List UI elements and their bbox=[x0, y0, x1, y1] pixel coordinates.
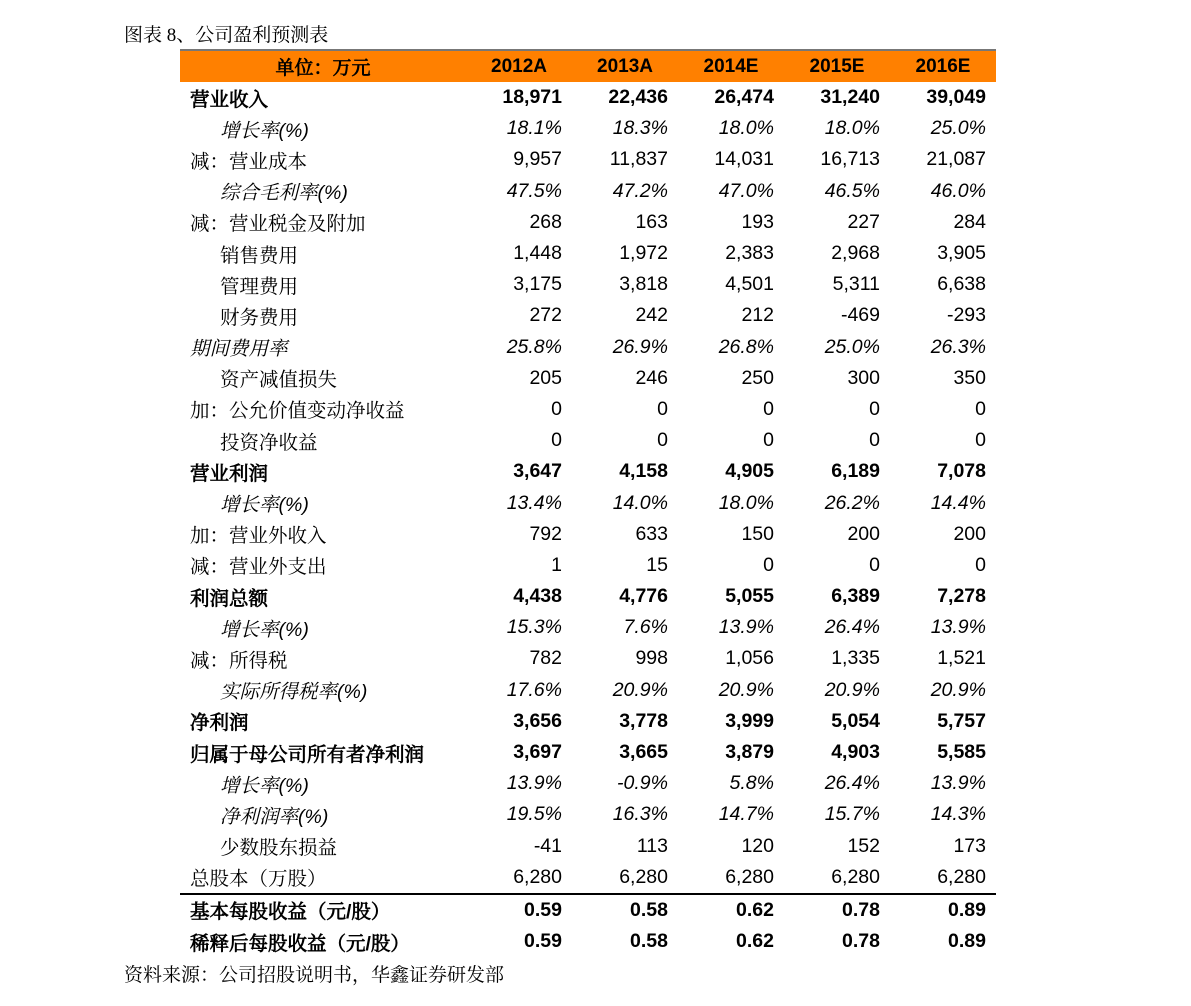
cell-value: 25.0% bbox=[824, 335, 880, 358]
cell-value: 46.0% bbox=[930, 179, 986, 202]
cell-value: 0.58 bbox=[630, 930, 668, 953]
row-label: 减：营业外支出 bbox=[190, 556, 327, 579]
cell-value: 19.5% bbox=[506, 803, 562, 826]
cell-value: 4,776 bbox=[619, 585, 668, 608]
cell-value: 11,837 bbox=[609, 148, 668, 171]
row-label: 期间费用率 bbox=[190, 338, 288, 361]
cell-value: 1,335 bbox=[831, 647, 880, 670]
cell-value: 1 bbox=[551, 553, 562, 576]
row-label: 净利润 bbox=[190, 712, 249, 735]
cell-value: 152 bbox=[847, 834, 880, 857]
cell-value: 1,521 bbox=[937, 647, 986, 670]
row-label: 加：营业外收入 bbox=[190, 525, 327, 548]
cell-value: 205 bbox=[529, 366, 562, 389]
profit-forecast-table bbox=[180, 49, 996, 957]
cell-value: 1,972 bbox=[619, 242, 668, 265]
cell-value: 18.1% bbox=[506, 117, 562, 140]
table-header-row bbox=[180, 50, 996, 82]
cell-value: 20.9% bbox=[824, 678, 880, 701]
cell-value: 300 bbox=[847, 366, 880, 389]
cell-value: 0.78 bbox=[784, 894, 890, 926]
cell-value: 227 bbox=[847, 210, 880, 233]
cell-value: 25.8% bbox=[506, 335, 562, 358]
cell-value: 13.4% bbox=[506, 491, 562, 514]
cell-value: 272 bbox=[529, 304, 562, 327]
cell-value: 6,189 bbox=[831, 460, 880, 483]
cell-value: 0 bbox=[763, 429, 774, 452]
row-label: 销售费用 bbox=[220, 244, 299, 267]
cell-value: 4,438 bbox=[513, 585, 562, 608]
year-header: 2014E bbox=[703, 55, 759, 77]
year-header: 2015E bbox=[809, 55, 865, 77]
table-row bbox=[180, 706, 996, 737]
cell-value: 0.78 bbox=[842, 930, 880, 953]
row-label: 减：营业税金及附加 bbox=[190, 213, 366, 236]
cell-value: 4,905 bbox=[725, 460, 774, 483]
cell-value: 18,971 bbox=[502, 86, 562, 109]
cell-value: 3,697 bbox=[513, 741, 562, 764]
table-row bbox=[180, 363, 996, 394]
cell-value: 0.62 bbox=[678, 894, 784, 926]
cell-value: 193 bbox=[741, 210, 774, 233]
cell-value: 0.89 bbox=[948, 930, 986, 953]
row-label: 增长率(%) bbox=[220, 774, 309, 797]
cell-value: 14.3% bbox=[930, 803, 986, 826]
cell-value: 3,778 bbox=[619, 709, 668, 732]
row-label: 管理费用 bbox=[220, 275, 299, 298]
cell-value: 3,905 bbox=[937, 242, 986, 265]
cell-value: 212 bbox=[741, 304, 774, 327]
cell-value: 47.5% bbox=[506, 179, 562, 202]
table-row bbox=[180, 831, 996, 862]
cell-value: 47.0% bbox=[718, 179, 774, 202]
cell-value: 6,280 bbox=[513, 865, 562, 888]
row-label: 归属于母公司所有者净利润 bbox=[190, 743, 425, 766]
row-label: 利润总额 bbox=[190, 587, 269, 610]
row-label: 增长率(%) bbox=[220, 119, 309, 142]
cell-value: 0 bbox=[975, 553, 986, 576]
table-row bbox=[180, 238, 996, 269]
cell-value: 998 bbox=[635, 647, 668, 670]
cell-value: 20.9% bbox=[718, 678, 774, 701]
cell-value: 633 bbox=[635, 522, 668, 545]
cell-value: 22,436 bbox=[608, 86, 668, 109]
cell-value: 4,501 bbox=[725, 273, 774, 296]
cell-value: 26.4% bbox=[824, 616, 880, 639]
cell-value: 13.9% bbox=[506, 772, 562, 795]
source-note: 资料来源：公司招股说明书，华鑫证券研发部 bbox=[124, 965, 505, 986]
cell-value: 0.59 bbox=[524, 930, 562, 953]
table-row bbox=[180, 643, 996, 674]
cell-value: 3,665 bbox=[619, 741, 668, 764]
cell-value: 26.3% bbox=[930, 335, 986, 358]
cell-value: 0.58 bbox=[572, 894, 678, 926]
cell-value: 6,280 bbox=[937, 865, 986, 888]
cell-value: -0.9% bbox=[617, 772, 668, 795]
cell-value: 15 bbox=[646, 553, 668, 576]
cell-value: 15.3% bbox=[506, 616, 562, 639]
cell-value: 18.0% bbox=[718, 491, 774, 514]
cell-value: 26.8% bbox=[718, 335, 774, 358]
cell-value: 13.9% bbox=[718, 616, 774, 639]
cell-value: 6,638 bbox=[937, 273, 986, 296]
cell-value: 268 bbox=[529, 210, 562, 233]
cell-value: 7,078 bbox=[937, 460, 986, 483]
cell-value: 0.89 bbox=[890, 894, 996, 926]
row-label: 营业利润 bbox=[190, 462, 269, 485]
table-row bbox=[180, 487, 996, 518]
cell-value: 26.4% bbox=[824, 772, 880, 795]
row-label: 加：公允价值变动净收益 bbox=[190, 400, 405, 423]
table-row bbox=[180, 300, 996, 331]
cell-value: 46.5% bbox=[824, 179, 880, 202]
cell-value: 782 bbox=[529, 647, 562, 670]
year-header: 2016E bbox=[915, 55, 971, 77]
row-label: 净利润率(%) bbox=[220, 805, 329, 828]
cell-value: 20.9% bbox=[612, 678, 668, 701]
cell-value: 0 bbox=[975, 397, 986, 420]
cell-value: 113 bbox=[636, 834, 668, 857]
year-header: 2013A bbox=[597, 55, 653, 77]
cell-value: 163 bbox=[635, 210, 668, 233]
cell-value: 173 bbox=[953, 834, 986, 857]
cell-value: 5,585 bbox=[937, 741, 986, 764]
row-label: 减：所得税 bbox=[190, 649, 288, 672]
table-row bbox=[180, 612, 996, 643]
row-label: 营业收入 bbox=[190, 88, 269, 111]
table-row bbox=[180, 581, 996, 612]
cell-value: 26.2% bbox=[824, 491, 880, 514]
table-row bbox=[180, 176, 996, 207]
cell-value: 250 bbox=[741, 366, 774, 389]
table-row bbox=[180, 332, 996, 363]
table-row bbox=[180, 926, 996, 957]
row-label: 增长率(%) bbox=[220, 494, 309, 517]
cell-value: 26.9% bbox=[612, 335, 668, 358]
cell-value: 13.9% bbox=[930, 616, 986, 639]
table-row bbox=[180, 425, 996, 456]
cell-value: 0 bbox=[551, 429, 562, 452]
cell-value: 5.8% bbox=[729, 772, 774, 795]
cell-value: 1,448 bbox=[513, 242, 562, 265]
row-label: 基本每股收益（元/股） bbox=[180, 894, 466, 926]
cell-value: 15.7% bbox=[824, 803, 880, 826]
row-label: 少数股东损益 bbox=[220, 837, 338, 860]
cell-value: 3,818 bbox=[619, 273, 668, 296]
cell-value: 0 bbox=[763, 397, 774, 420]
cell-value: 39,049 bbox=[926, 86, 986, 109]
cell-value: 2,383 bbox=[725, 242, 774, 265]
table-row bbox=[180, 768, 996, 799]
table-row bbox=[180, 207, 996, 238]
cell-value: 350 bbox=[953, 366, 986, 389]
cell-value: 16.3% bbox=[612, 803, 668, 826]
cell-value: 4,158 bbox=[619, 460, 668, 483]
cell-value: 0 bbox=[975, 429, 986, 452]
cell-value: 18.3% bbox=[612, 117, 668, 140]
cell-value: 9,957 bbox=[513, 148, 562, 171]
cell-value: 14.7% bbox=[718, 803, 774, 826]
cell-value: 7.6% bbox=[623, 616, 668, 639]
cell-value: 284 bbox=[953, 210, 986, 233]
cell-value: 13.9% bbox=[930, 772, 986, 795]
table-row bbox=[180, 82, 996, 113]
cell-value: 7,278 bbox=[937, 585, 986, 608]
table-row bbox=[180, 456, 996, 487]
cell-value: 14.0% bbox=[612, 491, 668, 514]
cell-value: 16,713 bbox=[820, 148, 880, 171]
cell-value: 3,656 bbox=[513, 709, 562, 732]
cell-value: 0 bbox=[657, 397, 668, 420]
row-label: 实际所得税率(%) bbox=[220, 681, 368, 704]
cell-value: 5,757 bbox=[937, 709, 986, 732]
table-caption: 图表 8、公司盈利预测表 bbox=[124, 25, 329, 46]
cell-value: 0.62 bbox=[736, 930, 774, 953]
cell-value: 25.0% bbox=[930, 117, 986, 140]
table-row bbox=[180, 113, 996, 144]
cell-value: 47.2% bbox=[612, 179, 668, 202]
row-label: 投资净收益 bbox=[220, 431, 318, 454]
row-label: 财务费用 bbox=[220, 306, 299, 329]
cell-value: 246 bbox=[635, 366, 668, 389]
cell-value: 1,056 bbox=[725, 647, 774, 670]
cell-value: -41 bbox=[533, 834, 562, 857]
cell-value: 6,280 bbox=[725, 865, 774, 888]
cell-value: 3,647 bbox=[513, 460, 562, 483]
cell-value: 5,054 bbox=[831, 709, 880, 732]
unit-header: 单位：万元 bbox=[275, 58, 371, 79]
cell-value: 0 bbox=[869, 429, 880, 452]
cell-value: 3,879 bbox=[725, 741, 774, 764]
table-row bbox=[180, 799, 996, 830]
cell-value: 792 bbox=[529, 522, 562, 545]
row-label: 增长率(%) bbox=[220, 618, 309, 641]
row-label: 减：营业成本 bbox=[190, 150, 308, 173]
cell-value: 14,031 bbox=[714, 148, 774, 171]
cell-value: -293 bbox=[946, 304, 986, 327]
cell-value: 31,240 bbox=[820, 86, 880, 109]
cell-value: 6,389 bbox=[831, 585, 880, 608]
table-row bbox=[180, 675, 996, 706]
cell-value: 3,175 bbox=[513, 273, 562, 296]
cell-value: 200 bbox=[847, 522, 880, 545]
cell-value: 6,280 bbox=[831, 865, 880, 888]
table-row bbox=[180, 737, 996, 768]
cell-value: 0 bbox=[551, 397, 562, 420]
table-row bbox=[180, 269, 996, 300]
cell-value: 4,903 bbox=[831, 741, 880, 764]
cell-value: 14.4% bbox=[930, 491, 986, 514]
cell-value: 17.6% bbox=[506, 678, 562, 701]
cell-value: 18.0% bbox=[718, 117, 774, 140]
cell-value: 5,055 bbox=[725, 585, 774, 608]
table-row bbox=[180, 519, 996, 550]
row-label: 稀释后每股收益（元/股） bbox=[190, 932, 410, 955]
year-header: 2012A bbox=[491, 55, 547, 77]
table-row bbox=[180, 394, 996, 425]
cell-value: 2,968 bbox=[831, 242, 880, 265]
cell-value: 18.0% bbox=[824, 117, 880, 140]
cell-value: 242 bbox=[635, 304, 668, 327]
cell-value: 120 bbox=[741, 834, 774, 857]
cell-value: 200 bbox=[953, 522, 986, 545]
table-row bbox=[180, 894, 996, 926]
cell-value: 0 bbox=[869, 397, 880, 420]
table-row bbox=[180, 550, 996, 581]
cell-value: 3,999 bbox=[725, 709, 774, 732]
cell-value: 0 bbox=[869, 553, 880, 576]
cell-value: 6,280 bbox=[619, 865, 668, 888]
cell-value: 20.9% bbox=[930, 678, 986, 701]
cell-value: 5,311 bbox=[832, 273, 880, 296]
table-row bbox=[180, 862, 996, 894]
cell-value: 0 bbox=[657, 429, 668, 452]
row-label: 总股本（万股） bbox=[190, 868, 327, 891]
row-label: 资产减值损失 bbox=[220, 369, 338, 392]
table-row bbox=[180, 144, 996, 175]
cell-value: 26,474 bbox=[714, 86, 774, 109]
row-label: 综合毛利率(%) bbox=[220, 182, 348, 205]
cell-value: -469 bbox=[840, 304, 880, 327]
cell-value: 21,087 bbox=[926, 148, 986, 171]
cell-value: 0 bbox=[763, 553, 774, 576]
cell-value: 150 bbox=[741, 522, 774, 545]
cell-value: 0.59 bbox=[466, 894, 572, 926]
